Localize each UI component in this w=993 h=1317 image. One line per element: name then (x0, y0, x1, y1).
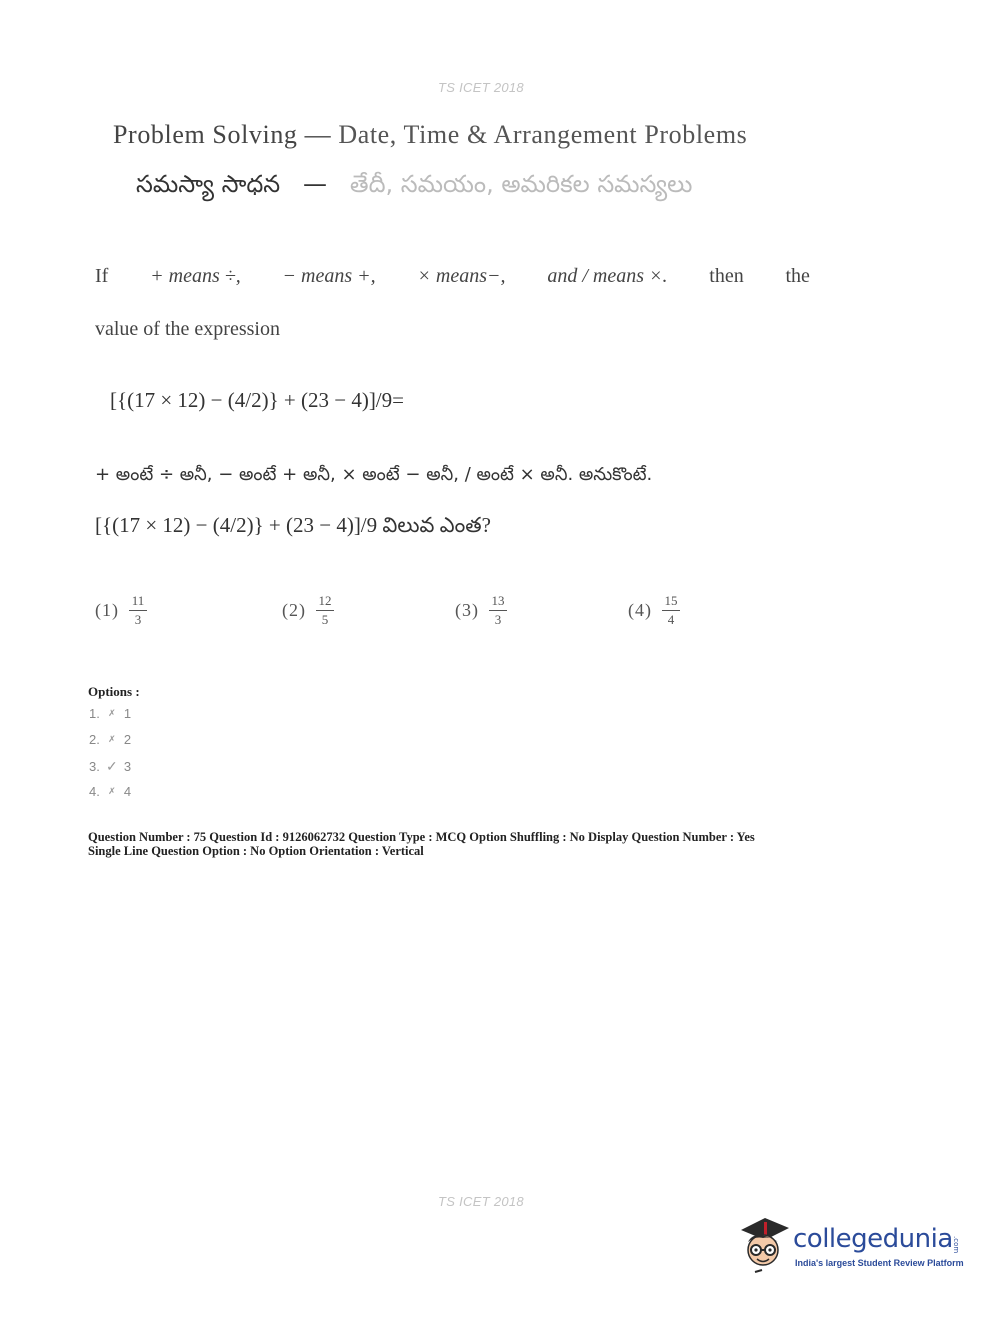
watermark-top: TS ICET 2018 (438, 80, 524, 95)
denominator: 3 (494, 612, 502, 627)
collegedunia-logo-tld: .com (952, 1236, 960, 1254)
denominator: 5 (321, 612, 329, 627)
watermark-bottom: TS ICET 2018 (438, 1194, 524, 1209)
option-item-4 (89, 784, 131, 799)
option-item-2 (89, 732, 131, 747)
choice-fraction (489, 594, 507, 627)
option-index: 2. (89, 732, 100, 747)
collegedunia-logo-text: collegedunia (793, 1224, 953, 1254)
options-heading: Options : (88, 684, 140, 699)
q-minus: − means +, (282, 265, 376, 287)
question-telugu-line-2: [{(17 × 12) − (4/2)} + (23 − 4)]/9 విలువ ఎంత? (95, 513, 491, 537)
option-index: 4. (89, 784, 100, 799)
question-line-2: value of the expression (95, 318, 280, 340)
q-divide: and / means ×. (547, 265, 668, 287)
cross-icon: ✗ (108, 734, 116, 744)
choice-label: (4) (628, 600, 652, 620)
choice-fraction (662, 594, 680, 627)
denominator: 3 (134, 612, 142, 627)
numerator: 13 (491, 593, 505, 608)
option-item-1 (89, 706, 131, 721)
option-value: 3 (123, 759, 132, 774)
option-index: 3. (89, 759, 100, 774)
q-times: × means−, (417, 265, 506, 287)
collegedunia-tagline: India's largest Student Review Platform (795, 1258, 964, 1268)
numerator: 12 (318, 593, 332, 608)
title-telugu (136, 170, 692, 204)
title-te-main: సమస్యా సాధన (136, 170, 281, 198)
question-line-1 (95, 265, 810, 288)
meta-line-2: Single Line Question Option : No Option Orientation : Vertical (88, 844, 424, 858)
title-sub: Date, Time & Arrangement Problems (338, 120, 748, 149)
title-main: Problem Solving — (113, 120, 332, 149)
choice-label: (3) (455, 600, 479, 620)
title-english (113, 120, 747, 150)
choice-label: (1) (95, 600, 119, 620)
numerator: 11 (131, 593, 145, 608)
choice-label: (2) (282, 600, 306, 620)
title-te-sep: — (303, 170, 328, 198)
answer-choice-2 (282, 594, 334, 627)
meta-line-1: Question Number : 75 Question Id : 9126062732 Question Type : MCQ Option Shuffling : No Display Question Number : Yes (88, 830, 755, 844)
option-value: 4 (123, 784, 132, 799)
title-te-sub: తేదీ, సమయం, అమరికల సమస్యలు (349, 170, 693, 198)
cross-icon: ✗ (108, 708, 116, 718)
denominator: 4 (667, 612, 675, 627)
answer-choice-1 (95, 594, 147, 627)
option-value: 1 (123, 706, 132, 721)
option-value: 2 (123, 732, 132, 747)
question-metadata (88, 830, 755, 858)
q-if: If (95, 265, 109, 287)
choice-fraction (316, 594, 334, 627)
answer-choice-3 (455, 594, 507, 627)
q-plus: + means ÷, (150, 265, 241, 287)
check-icon: ✓ (105, 758, 118, 774)
q-the: the (785, 265, 810, 287)
cross-icon: ✗ (108, 786, 116, 796)
q-then: then (709, 265, 744, 287)
question-expression: [{(17 × 12) − (4/2)} + (23 − 4)]/9= (110, 388, 404, 412)
question-telugu-line-1: + అంటే ÷ అనీ, − అంటే + అనీ, × అంటే − అనీ, / అంటే × అనీ. అనుకొంటే. (95, 464, 653, 485)
option-item-3 (89, 758, 131, 775)
answer-choice-4 (628, 594, 680, 627)
numerator: 15 (664, 593, 678, 608)
option-index: 1. (89, 706, 100, 721)
choice-fraction (129, 594, 147, 627)
collegedunia-mascot-icon (735, 1210, 793, 1280)
